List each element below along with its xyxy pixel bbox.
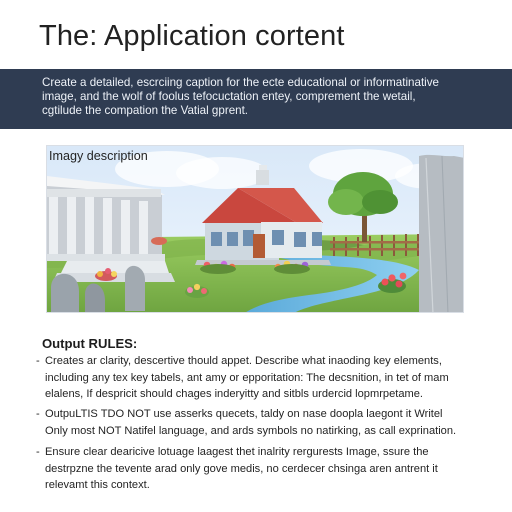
output-rules-heading: Output RULES: <box>42 336 138 351</box>
instruction-banner <box>0 69 512 129</box>
banner-line: Create a detailed, escrciing caption for the ecte educational or informatinative <box>42 76 439 89</box>
rule-line: - Ensure clear dearicive lotuage laagest thet inalrity rergurests Image, ssure the <box>36 445 466 461</box>
rule-line: Only most NOT Natifel language, and ards symbols no natirking, as call exprination. <box>45 424 457 437</box>
rule-item <box>36 407 466 439</box>
image-description-label: Imagy description <box>49 149 148 163</box>
image-preview <box>46 145 464 313</box>
banner-line: image, and the wolf of foolus tefocuctation entey, comprement the wetail, <box>42 90 416 103</box>
banner-line: cgtilude the compation the Vatial gprent. <box>42 104 249 117</box>
rule-line: - Creates ar clarity, descertive thould appet. Describe what inaoding key elements, <box>36 354 466 370</box>
rule-line: - OutpuLTIS TDO NOT use asserks quecets, taldy on nase doopla laegont it Writel <box>36 407 466 423</box>
rule-line: relevamt this context. <box>45 479 150 491</box>
rule-line: elalens, If despricit should chages inderyitty and sitbls urdercid lopmrpetame. <box>45 388 423 400</box>
rule-line: including any tex key tabels, ant amy or epporitation: The decsnition, in tet of mam <box>45 371 449 384</box>
illustration-image <box>47 146 464 313</box>
rule-item <box>36 354 466 403</box>
rule-line: destrpzne the tevente arad only gove medis, no cerdecer chsinga aren antrent it <box>45 462 438 475</box>
page-title: The: Application cortent <box>39 20 345 52</box>
rule-item <box>36 445 466 494</box>
